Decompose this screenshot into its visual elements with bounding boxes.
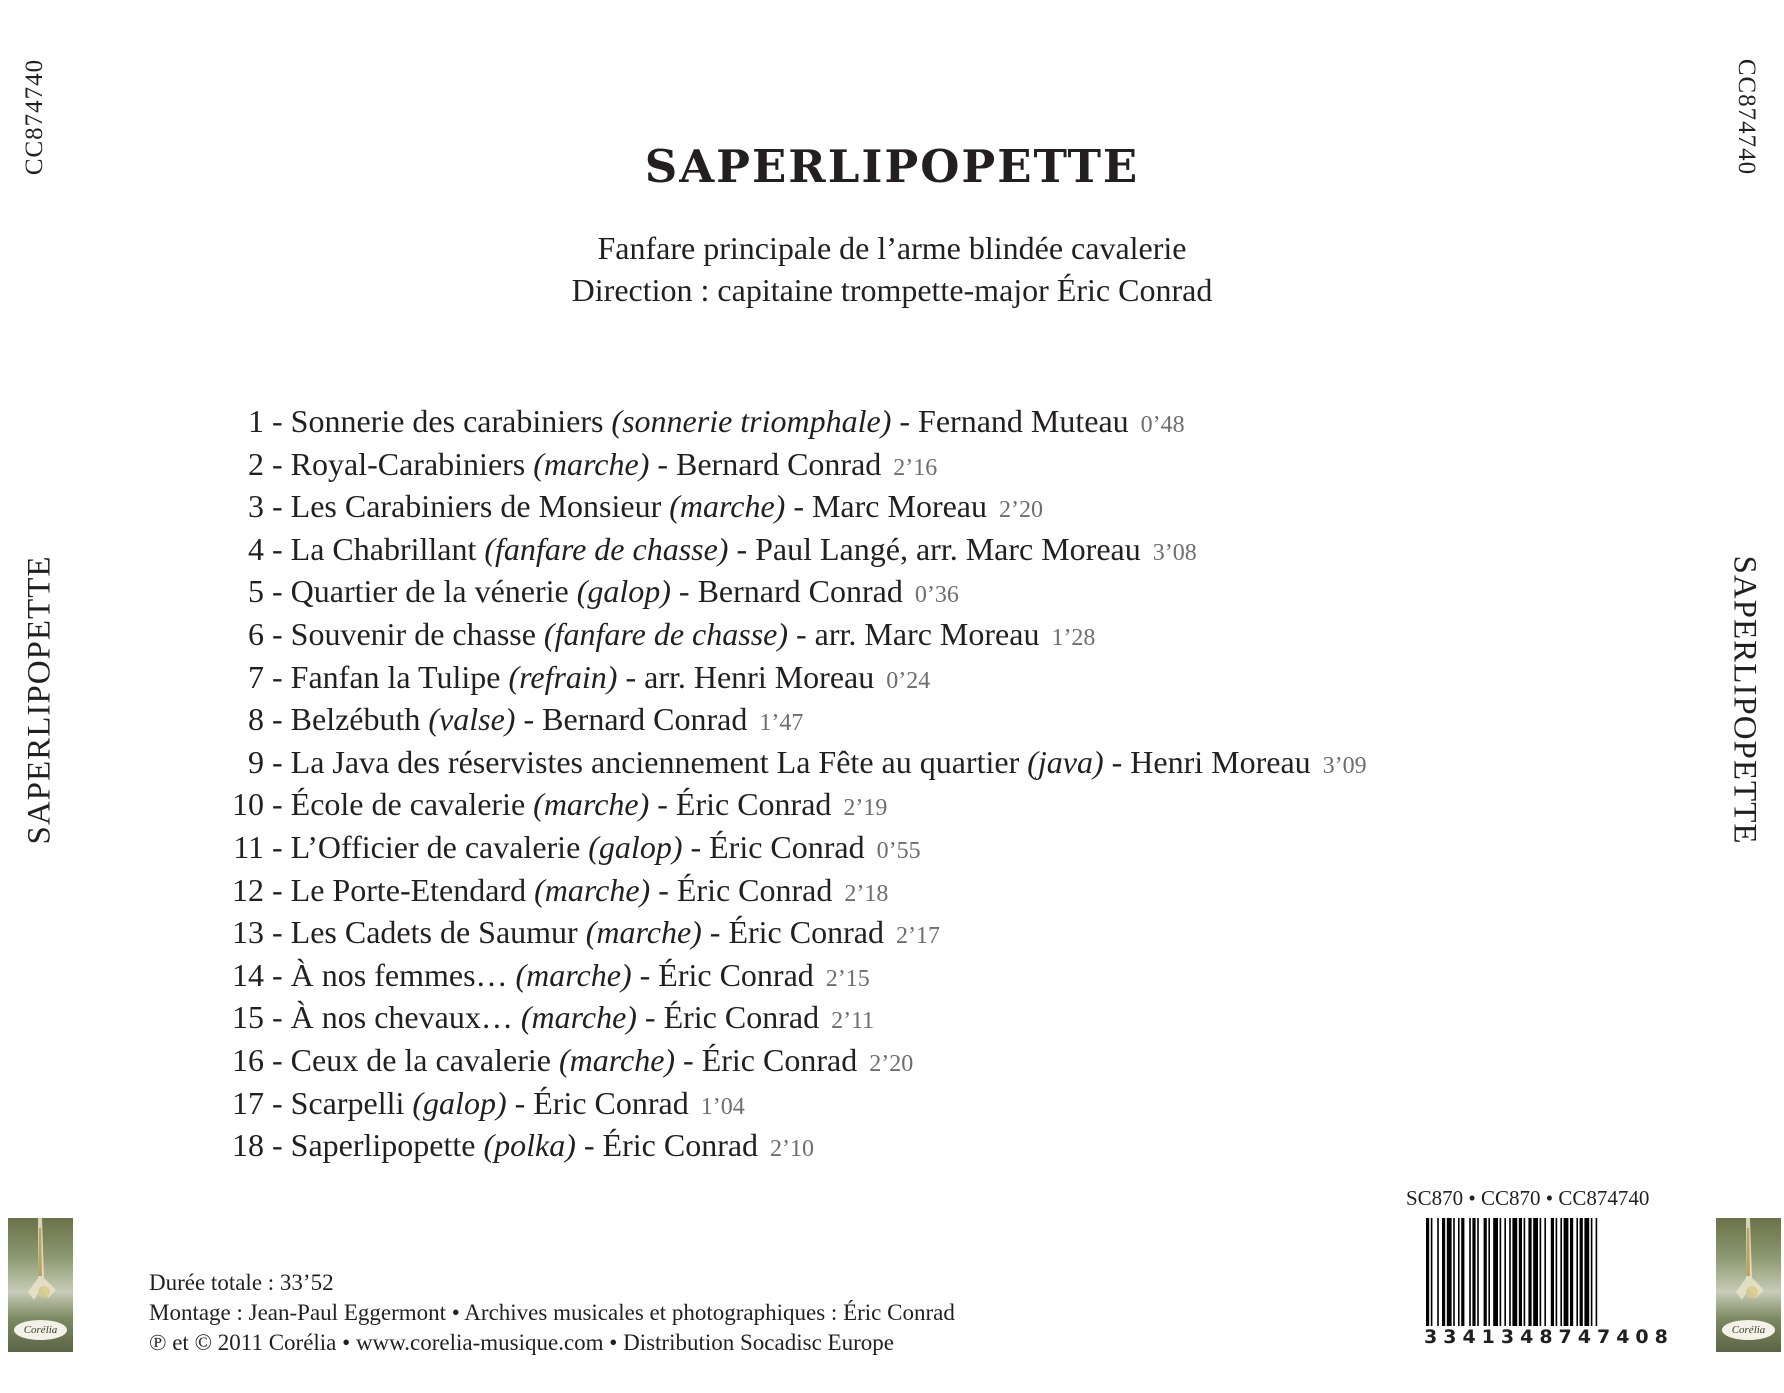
montage-credit: Montage : Jean-Paul Eggermont • Archives musicales et photographiques : Éric Conrad bbox=[149, 1300, 955, 1325]
track-title: Belzébuth bbox=[290, 701, 421, 738]
track-separator: - bbox=[264, 956, 291, 993]
track-style: (fanfare de chasse) bbox=[484, 530, 729, 567]
track-style: (marche) bbox=[558, 1041, 676, 1078]
barcode-digit: 3 bbox=[1443, 1326, 1457, 1348]
track-style: (polka) bbox=[483, 1127, 576, 1164]
ensemble-name: Fanfare principale de l’arme blindée cavalerie bbox=[597, 230, 1187, 266]
corelia-logo-right bbox=[1716, 1218, 1781, 1352]
track-list bbox=[200, 400, 1367, 1167]
track-composer: Paul Langé, arr. Marc Moreau bbox=[755, 530, 1141, 567]
track-duration: 2’20 bbox=[869, 1050, 914, 1077]
track-composer: Fernand Muteau bbox=[918, 403, 1129, 439]
track-title: Quartier de la vénerie bbox=[290, 573, 569, 610]
track-style: (marche) bbox=[533, 786, 650, 823]
track-style: (sonnerie triomphale) bbox=[611, 403, 892, 439]
barcode-bar bbox=[1477, 1218, 1479, 1326]
track-separator: - bbox=[264, 445, 291, 482]
barcode-bar bbox=[1591, 1218, 1593, 1326]
corelia-brand-right: Corélia bbox=[1722, 1320, 1775, 1340]
barcode-bar bbox=[1472, 1218, 1475, 1326]
track-separator: - bbox=[575, 1127, 603, 1164]
track-separator: - bbox=[264, 530, 291, 567]
barcode-bar bbox=[1576, 1218, 1578, 1326]
copyright-line: ℗ et © 2011 Corélia • www.corelia-musique.com • Distribution Socadisc Europe bbox=[149, 1330, 894, 1355]
track-row bbox=[200, 783, 1367, 826]
track-number: 17 bbox=[232, 1084, 264, 1121]
track-separator: - bbox=[264, 658, 291, 695]
barcode-bar bbox=[1493, 1218, 1498, 1326]
track-style: (galop) bbox=[412, 1084, 507, 1121]
track-duration: 2’18 bbox=[844, 880, 889, 907]
track-separator: - bbox=[701, 914, 729, 951]
track-composer: Éric Conrad bbox=[602, 1127, 759, 1164]
track-separator: - bbox=[264, 786, 291, 823]
track-row bbox=[200, 528, 1367, 571]
track-title: Scarpelli bbox=[290, 1084, 405, 1121]
track-composer: Bernard Conrad bbox=[697, 573, 903, 610]
barcode-bar bbox=[1519, 1218, 1522, 1326]
track-number: 6 bbox=[248, 615, 264, 652]
track-duration: 1’47 bbox=[759, 710, 804, 737]
track-separator: - bbox=[506, 1084, 534, 1121]
track-composer: Éric Conrad bbox=[675, 786, 832, 823]
track-duration: 0’48 bbox=[1140, 412, 1185, 438]
barcode-bar bbox=[1540, 1218, 1542, 1326]
track-title: École de cavalerie bbox=[290, 786, 526, 823]
track-number: 4 bbox=[248, 530, 264, 567]
track-separator: - bbox=[264, 573, 291, 610]
track-composer: arr. Marc Moreau bbox=[814, 615, 1040, 652]
track-title: Sonnerie des carabiniers bbox=[290, 403, 604, 439]
track-separator: - bbox=[682, 828, 710, 865]
track-composer: Éric Conrad bbox=[663, 999, 820, 1036]
barcode-bar bbox=[1509, 1218, 1511, 1326]
track-separator: - bbox=[515, 701, 543, 738]
track-separator: - bbox=[264, 914, 291, 951]
track-separator: - bbox=[264, 701, 291, 738]
album-title: SAPERLIPOPETTE bbox=[644, 140, 1140, 193]
track-composer: Bernard Conrad bbox=[676, 445, 882, 482]
track-row bbox=[200, 400, 1367, 443]
track-separator: - bbox=[264, 615, 291, 652]
barcode-bar bbox=[1437, 1218, 1439, 1326]
track-number: 9 bbox=[248, 743, 264, 780]
barcode-bar bbox=[1504, 1218, 1506, 1326]
barcode-bar bbox=[1544, 1218, 1546, 1326]
barcode-bar bbox=[1453, 1218, 1455, 1326]
track-separator: - bbox=[631, 956, 659, 993]
track-number: 14 bbox=[232, 956, 264, 993]
track-number: 11 bbox=[233, 828, 264, 865]
track-title: Le Porte-Etendard bbox=[290, 871, 527, 908]
track-title: L’Officier de cavalerie bbox=[290, 828, 581, 865]
track-row bbox=[200, 656, 1367, 699]
track-title: À nos femmes… bbox=[290, 956, 508, 993]
track-number: 18 bbox=[232, 1127, 264, 1164]
direction-line: Direction : capitaine trompette-major Éric Conrad bbox=[571, 272, 1213, 308]
barcode-bar bbox=[1447, 1218, 1452, 1326]
track-separator: - bbox=[891, 403, 919, 439]
track-separator: - bbox=[264, 1127, 291, 1164]
track-duration: 2’19 bbox=[843, 795, 888, 822]
track-separator: - bbox=[264, 403, 291, 439]
track-number: 3 bbox=[248, 488, 264, 525]
corelia-logo-left bbox=[8, 1218, 73, 1352]
track-row bbox=[200, 443, 1367, 486]
barcode-digit: 4 bbox=[1462, 1326, 1476, 1348]
track-row bbox=[200, 485, 1367, 528]
track-row bbox=[200, 741, 1367, 784]
track-composer: Henri Moreau bbox=[1130, 743, 1311, 780]
barcode-bar bbox=[1528, 1218, 1531, 1326]
barcode-bar bbox=[1461, 1218, 1464, 1326]
barcode-bar bbox=[1488, 1218, 1490, 1326]
track-separator: - bbox=[788, 615, 815, 652]
barcode-digit: 0 bbox=[1635, 1326, 1649, 1348]
track-separator: - bbox=[649, 786, 676, 823]
track-style: (marche) bbox=[533, 445, 650, 482]
barcode-bar bbox=[1584, 1218, 1589, 1326]
spine-catalog-code-right-text: CC874740 bbox=[1733, 58, 1760, 176]
track-composer: Éric Conrad bbox=[658, 956, 814, 993]
track-title: La Chabrillant bbox=[290, 530, 477, 567]
track-row bbox=[200, 826, 1367, 869]
track-style: (marche) bbox=[515, 956, 632, 993]
track-separator: - bbox=[650, 871, 677, 908]
track-separator: - bbox=[264, 999, 291, 1036]
track-duration: 3’09 bbox=[1322, 752, 1367, 779]
track-number: 7 bbox=[248, 658, 264, 695]
barcode-bar bbox=[1556, 1218, 1558, 1326]
track-duration: 2’16 bbox=[893, 454, 938, 481]
barcode-digit: 8 bbox=[1654, 1326, 1668, 1348]
barcode-bar bbox=[1426, 1218, 1429, 1326]
barcode-digit: 4 bbox=[1616, 1326, 1630, 1348]
track-duration: 2’20 bbox=[999, 497, 1043, 524]
barcode-digit: 3 bbox=[1424, 1326, 1438, 1348]
track-row bbox=[200, 996, 1367, 1039]
barcode-bar bbox=[1524, 1218, 1526, 1326]
corelia-brand-left: Corélia bbox=[14, 1320, 67, 1340]
track-number: 2 bbox=[248, 445, 264, 482]
track-separator: - bbox=[649, 445, 676, 482]
track-row bbox=[200, 1082, 1367, 1125]
track-duration: 1’04 bbox=[700, 1093, 745, 1120]
barcode-digit: 7 bbox=[1596, 1326, 1611, 1348]
spine-catalog-code-left-text: CC874740 bbox=[21, 58, 48, 176]
track-title: Saperlipopette bbox=[290, 1127, 476, 1164]
barcode-bar bbox=[1469, 1218, 1471, 1326]
barcode-bar bbox=[1458, 1218, 1460, 1326]
track-row bbox=[200, 869, 1367, 912]
track-style: (galop) bbox=[588, 828, 683, 865]
track-duration: 2’11 bbox=[831, 1008, 875, 1035]
track-style: (marche) bbox=[520, 999, 637, 1036]
barcode-bar bbox=[1533, 1218, 1538, 1326]
track-separator: - bbox=[670, 573, 698, 610]
barcode-bar bbox=[1500, 1218, 1502, 1326]
total-duration: Durée totale : 33’52 bbox=[149, 1270, 334, 1295]
barcode-bar bbox=[1431, 1218, 1433, 1326]
track-style: (marche) bbox=[534, 871, 651, 908]
track-number: 13 bbox=[232, 914, 264, 951]
track-separator: - bbox=[785, 488, 812, 525]
track-title: Souvenir de chasse bbox=[290, 615, 536, 652]
track-composer: Éric Conrad bbox=[709, 828, 865, 865]
barcode-bar bbox=[1560, 1218, 1562, 1326]
track-duration: 0’36 bbox=[914, 582, 959, 609]
track-number: 16 bbox=[232, 1041, 264, 1078]
barcode-bar bbox=[1570, 1218, 1573, 1326]
track-row bbox=[200, 698, 1367, 741]
track-row bbox=[200, 911, 1367, 954]
track-title: Fanfan la Tulipe bbox=[290, 658, 501, 695]
track-title: Les Carabiniers de Monsieur bbox=[290, 488, 662, 525]
track-title: La Java des réservistes anciennement La Fête au quartier bbox=[290, 743, 1020, 780]
barcode-digit: 8 bbox=[1539, 1326, 1553, 1348]
track-row bbox=[200, 954, 1367, 997]
track-title: Ceux de la cavalerie bbox=[290, 1041, 551, 1078]
barcode-digit: 4 bbox=[1577, 1326, 1591, 1348]
barcode-bar bbox=[1580, 1218, 1583, 1326]
track-row bbox=[200, 570, 1367, 613]
barcode-bar bbox=[1564, 1218, 1569, 1326]
track-separator: - bbox=[264, 871, 291, 908]
barcode-bar bbox=[1512, 1218, 1517, 1326]
track-number: 12 bbox=[232, 871, 264, 908]
barcode-digit: 7 bbox=[1558, 1326, 1572, 1348]
track-duration: 0’55 bbox=[876, 837, 921, 864]
track-title: Les Cadets de Saumur bbox=[290, 914, 578, 951]
track-style: (marche) bbox=[585, 914, 702, 951]
track-separator: - bbox=[264, 828, 291, 865]
track-style: (refrain) bbox=[508, 658, 618, 695]
track-style: (java) bbox=[1027, 743, 1104, 780]
track-composer: Éric Conrad bbox=[728, 914, 884, 951]
track-title: À nos chevaux… bbox=[290, 999, 513, 1036]
track-composer: arr. Henri Moreau bbox=[644, 658, 875, 695]
track-row bbox=[200, 1039, 1367, 1082]
barcode bbox=[1424, 1218, 1668, 1354]
credits bbox=[149, 1268, 955, 1358]
track-title: Royal-Carabiniers bbox=[290, 445, 526, 482]
track-composer: Éric Conrad bbox=[533, 1084, 689, 1121]
barcode-bar bbox=[1484, 1218, 1487, 1326]
track-style: (fanfare de chasse) bbox=[543, 615, 788, 652]
track-separator: - bbox=[636, 999, 664, 1036]
barcode-digits bbox=[1424, 1326, 1668, 1348]
barcode-digit: 4 bbox=[1520, 1326, 1534, 1348]
track-number: 15 bbox=[232, 999, 264, 1036]
catalog-numbers: SC870 • CC870 • CC874740 bbox=[1406, 1186, 1650, 1210]
spine-title-right bbox=[1714, 555, 1774, 845]
track-separator: - bbox=[728, 530, 756, 567]
track-separator: - bbox=[264, 1084, 291, 1121]
track-number: 8 bbox=[248, 701, 264, 738]
spine-title-right-text: SAPERLIPOPETTE bbox=[1726, 555, 1763, 845]
barcode-bar bbox=[1442, 1218, 1445, 1326]
track-composer: Marc Moreau bbox=[811, 488, 987, 525]
track-composer: Éric Conrad bbox=[676, 871, 833, 908]
track-separator: - bbox=[264, 1041, 291, 1078]
track-separator: - bbox=[1103, 743, 1131, 780]
track-duration: 2’15 bbox=[825, 965, 870, 992]
track-number: 10 bbox=[232, 786, 264, 823]
track-composer: Éric Conrad bbox=[701, 1041, 858, 1078]
track-composer: Bernard Conrad bbox=[542, 701, 748, 738]
spine-title-left-text: SAPERLIPOPETTE bbox=[21, 555, 58, 845]
track-duration: 0’24 bbox=[886, 667, 931, 694]
barcode-bar bbox=[1551, 1218, 1554, 1326]
barcode-digit: 1 bbox=[1481, 1326, 1495, 1348]
track-separator: - bbox=[264, 488, 291, 525]
track-duration: 2’10 bbox=[770, 1136, 815, 1163]
barcode-bar bbox=[1596, 1218, 1598, 1326]
track-row bbox=[200, 1124, 1367, 1167]
track-number: 5 bbox=[248, 573, 264, 610]
barcode-digit: 3 bbox=[1500, 1326, 1515, 1348]
barcode-bars bbox=[1424, 1218, 1668, 1326]
track-separator: - bbox=[264, 743, 291, 780]
track-style: (valse) bbox=[428, 701, 516, 738]
track-style: (marche) bbox=[669, 488, 786, 525]
track-style: (galop) bbox=[576, 573, 671, 610]
track-separator: - bbox=[675, 1041, 702, 1078]
track-row bbox=[200, 613, 1367, 656]
track-duration: 3’08 bbox=[1152, 539, 1197, 566]
track-duration: 2’17 bbox=[895, 923, 940, 950]
track-number: 1 bbox=[248, 403, 264, 439]
spine-title-left bbox=[10, 555, 70, 845]
track-separator: - bbox=[617, 658, 645, 695]
track-duration: 1’28 bbox=[1051, 624, 1096, 651]
